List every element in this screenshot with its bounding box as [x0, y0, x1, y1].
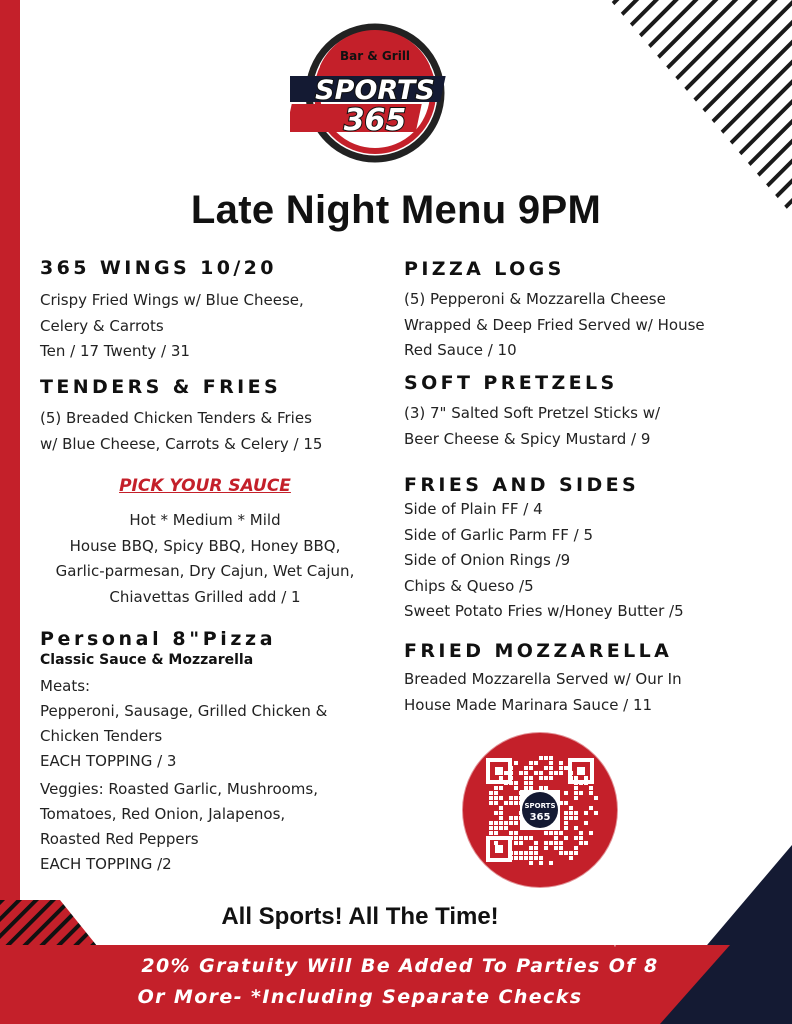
sauce-body — [20, 508, 390, 610]
notice-line1: 20% Gratuity Will Be Added To Parties Of 8 — [141, 955, 659, 977]
top-right-hatch — [610, 0, 792, 215]
qr-center-line2: 365 — [529, 812, 551, 823]
pretzels-line: Beer Cheese & Spicy Mustard / 9 — [404, 429, 651, 448]
mozz-body — [404, 667, 682, 718]
pizza-veggies-line: Veggies: Roasted Garlic, Mushrooms, — [40, 780, 318, 798]
pizza-veggies-line: Tomatoes, Red Onion, Jalapenos, — [40, 805, 286, 823]
wings-body — [40, 288, 304, 365]
sides-line: Side of Onion Rings /9 — [404, 551, 571, 569]
pizza-logs-heading: PIZZA LOGS — [404, 258, 565, 280]
mozz-heading: FRIED MOZZARELLA — [404, 640, 673, 662]
sides-line: Side of Plain FF / 4 — [404, 500, 543, 518]
wings-line: Crispy Fried Wings w/ Blue Cheese, — [40, 291, 304, 309]
sauce-line: Chiavettas Grilled add / 1 — [109, 587, 301, 606]
mozz-line: Breaded Mozzarella Served w/ Our In — [404, 670, 682, 688]
pretzels-line: (3) 7" Salted Soft Pretzel Sticks w/ — [404, 404, 661, 422]
left-red-stripe — [0, 0, 20, 1024]
pretzels-heading: SOFT PRETZELS — [404, 372, 618, 394]
wings-heading: 365 WINGS 10/20 — [40, 257, 277, 279]
sides-line: Sweet Potato Fries w/Honey Butter /5 — [404, 602, 684, 620]
sauce-line: Hot * Medium * Mild — [129, 511, 281, 529]
tenders-body — [40, 406, 322, 457]
qr-center-line1: SPORTS — [524, 802, 556, 810]
tenders-line: (5) Breaded Chicken Tenders & Fries — [40, 409, 312, 427]
sides-line: Side of Garlic Parm FF / 5 — [404, 525, 594, 544]
qr-code-icon — [460, 730, 620, 890]
logo-badge-icon — [290, 18, 460, 168]
wings-line: Ten / 17 Twenty / 31 — [40, 342, 190, 360]
pizza-subheading: Classic Sauce & Mozzarella — [40, 652, 254, 668]
pizza-logs-line: Red Sauce / 10 — [404, 341, 517, 359]
tenders-line: w/ Blue Cheese, Carrots & Celery / 15 — [40, 434, 323, 453]
sauce-line: Garlic-parmesan, Dry Cajun, Wet Cajun, — [55, 562, 355, 580]
notice-line2: Or More- *Including Separate Checks — [137, 986, 583, 1008]
wings-line: Celery & Carrots — [40, 316, 164, 335]
pizza-logs-body — [404, 287, 705, 364]
tenders-heading: TENDERS & FRIES — [40, 376, 282, 398]
pizza-meats-line: Meats: — [40, 677, 91, 695]
pizza-meats — [40, 674, 327, 774]
watermark: menupix — [560, 928, 642, 948]
pizza-heading: Personal 8"Pizza — [40, 628, 277, 650]
logo-line1: SPORTS — [315, 75, 435, 106]
pretzels-body — [404, 401, 660, 452]
pizza-logs-line: Wrapped & Deep Fried Served w/ House — [404, 315, 705, 334]
page-title: Late Night Menu 9PM — [190, 188, 602, 232]
sauce-line: House BBQ, Spicy BBQ, Honey BBQ, — [69, 536, 341, 555]
sides-line: Chips & Queso /5 — [404, 576, 534, 595]
sides-heading: FRIES AND SIDES — [404, 474, 640, 496]
pizza-meats-line: EACH TOPPING / 3 — [40, 752, 177, 770]
mozz-line: House Made Marinara Sauce / 11 — [404, 695, 653, 714]
sauce-heading: PICK YOUR SAUCE — [119, 476, 291, 496]
logo-line2: 365 — [343, 103, 407, 138]
sides-body — [404, 497, 684, 625]
pizza-meats-line: Pepperoni, Sausage, Grilled Chicken & — [40, 702, 328, 720]
logo-small-text: Bar & Grill — [339, 49, 411, 63]
tagline: All Sports! All The Time! — [221, 903, 499, 930]
pizza-veggies — [40, 777, 318, 877]
pizza-logs-line: (5) Pepperoni & Mozzarella Cheese — [404, 290, 666, 308]
pizza-meats-line: Chicken Tenders — [40, 727, 163, 745]
pizza-veggies-line: EACH TOPPING /2 — [40, 855, 172, 873]
pizza-veggies-line: Roasted Red Peppers — [40, 830, 199, 848]
